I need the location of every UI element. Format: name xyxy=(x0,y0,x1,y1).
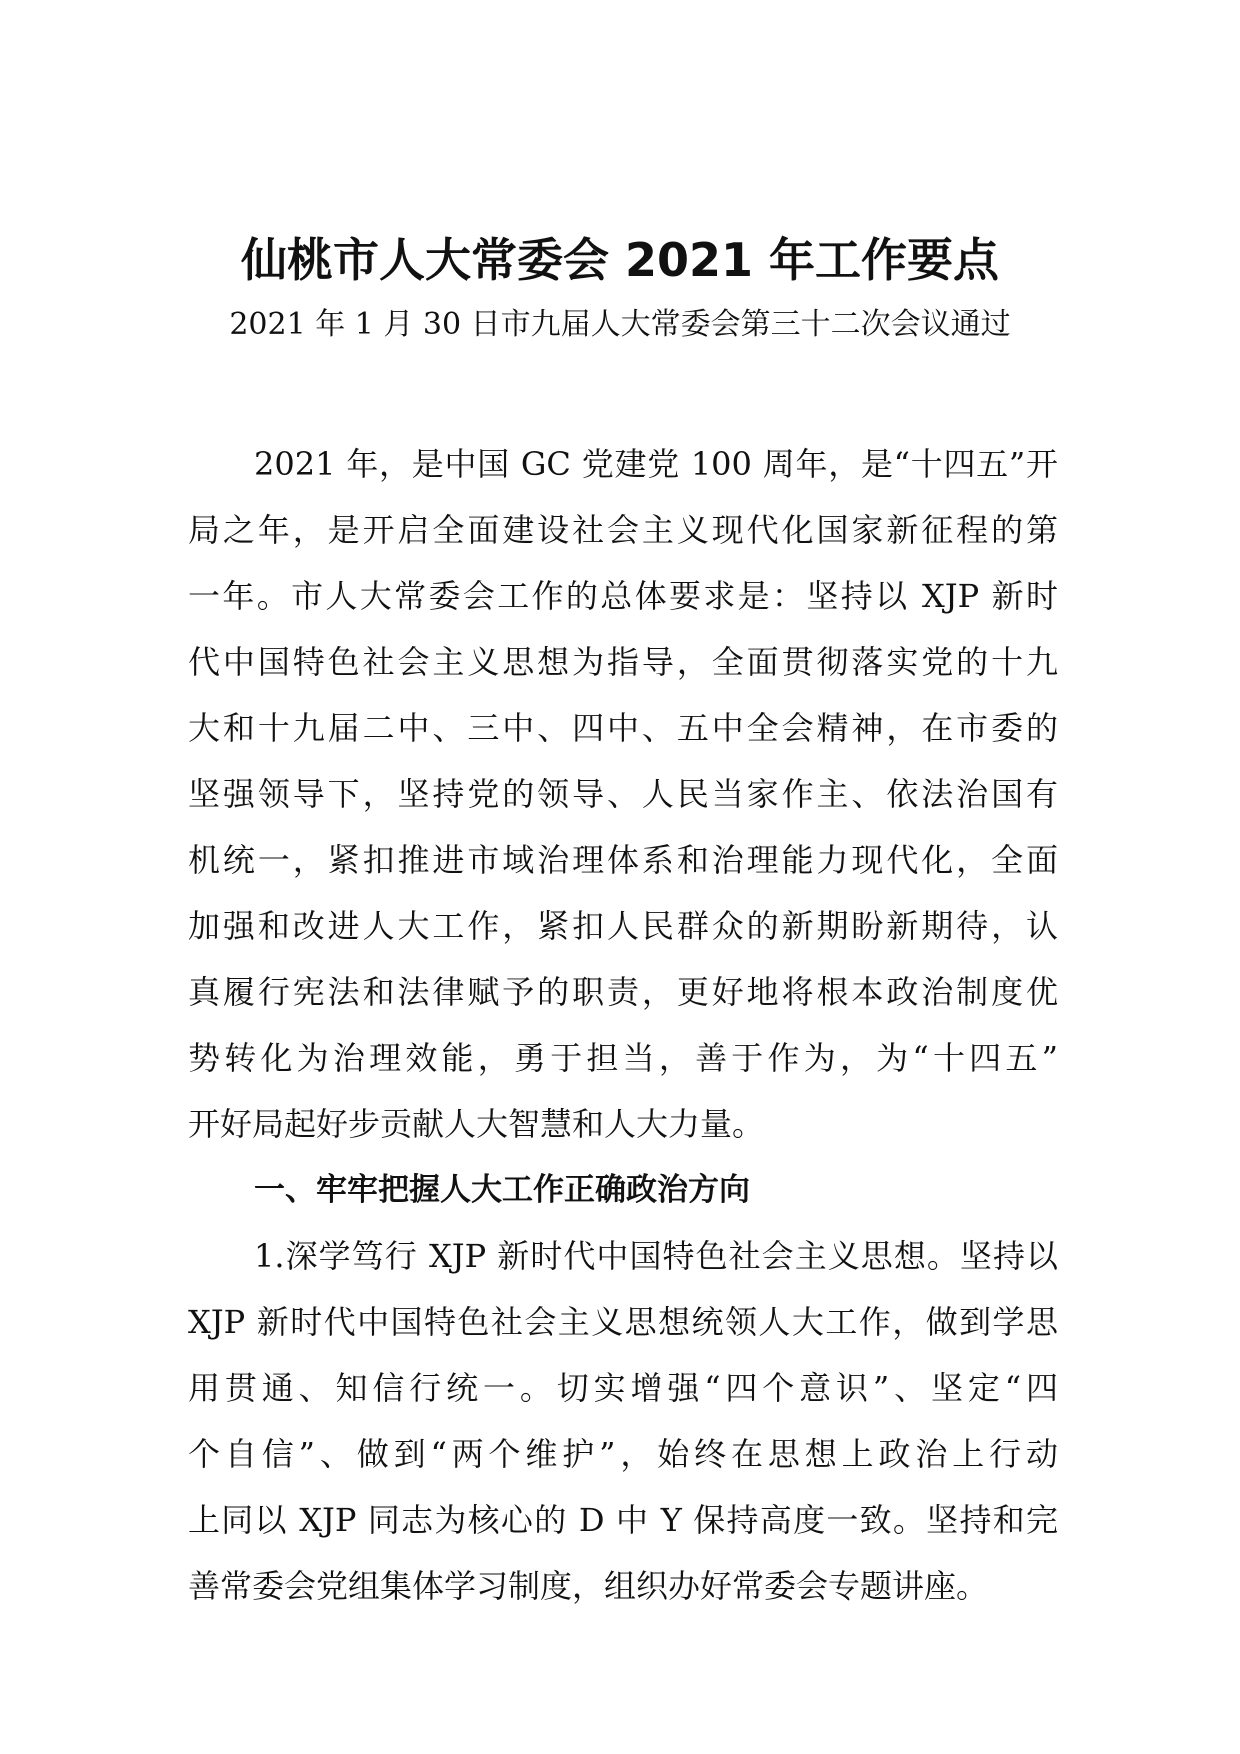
paragraph-line: 开好局起好步贡献人大智慧和人大力量。 xyxy=(188,1105,765,1143)
section-heading: 一、牢牢把握人大工作正确政治方向 xyxy=(254,1172,750,1208)
paragraph-line: 坚强领导下，坚持党的领导、人民当家作主、依法治国有 xyxy=(188,775,1058,813)
document-title: 仙桃市人大常委会 2021 年工作要点 xyxy=(240,233,1000,287)
intro-paragraph xyxy=(188,431,1058,1157)
paragraph-line: 局之年，是开启全面建设社会主义现代化国家新征程的第 xyxy=(188,511,1058,549)
paragraph-line: 代中国特色社会主义思想为指导，全面贯彻落实党的十九 xyxy=(188,643,1058,681)
paragraph-line: XJP 新时代中国特色社会主义思想统领人大工作，做到学思 xyxy=(188,1303,1058,1341)
paragraph-line: 一年。市人大常委会工作的总体要求是：坚持以 XJP 新时 xyxy=(188,577,1058,615)
paragraph-line: 大和十九届二中、三中、四中、五中全会精神，在市委的 xyxy=(188,709,1058,747)
paragraph-line: 真履行宪法和法律赋予的职责，更好地将根本政治制度优 xyxy=(188,973,1058,1011)
document-subtitle: 2021 年 1 月 30 日市九届人大常委会第三十二次会议通过 xyxy=(229,307,1011,342)
paragraph-line: 个自信”、做到“两个维护”，始终在思想上政治上行动 xyxy=(188,1435,1058,1473)
paragraph-line: 上同以 XJP 同志为核心的 D 中 Y 保持高度一致。坚持和完 xyxy=(188,1501,1058,1539)
paragraph-line: 机统一，紧扣推进市域治理体系和治理能力现代化，全面 xyxy=(188,841,1058,879)
paragraph-line: 1.深学笃行 XJP 新时代中国特色社会主义思想。坚持以 xyxy=(254,1237,1058,1275)
paragraph-line: 2021 年，是中国 GC 党建党 100 周年，是“十四五”开 xyxy=(254,445,1058,483)
paragraph-line: 善常委会党组集体学习制度，组织办好常委会专题讲座。 xyxy=(188,1567,989,1605)
document-body xyxy=(188,431,1058,1619)
section-paragraph xyxy=(188,1223,1058,1619)
paragraph-line: 加强和改进人大工作，紧扣人民群众的新期盼新期待，认 xyxy=(188,907,1058,945)
paragraph-line: 势转化为治理效能，勇于担当，善于作为，为“十四五” xyxy=(188,1039,1058,1077)
paragraph-line: 用贯通、知信行统一。切实增强“四个意识”、坚定“四 xyxy=(188,1369,1058,1407)
